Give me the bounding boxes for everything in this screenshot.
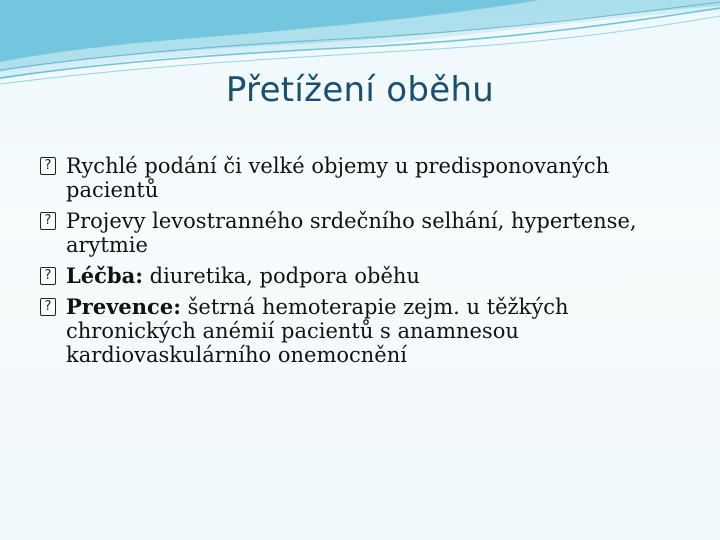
bullet-text: diuretika, podpora oběhu <box>142 264 420 288</box>
bullet-item <box>40 295 680 367</box>
slide-title: Přetížení oběhu <box>225 70 495 110</box>
bullet-lead: Prevence: <box>66 294 181 319</box>
bullet-marker-icon: ? <box>40 212 56 230</box>
bullet-text: Projevy levostranného srdečního selhání, hypertense, arytmie <box>66 209 637 257</box>
bullet-item <box>40 264 680 288</box>
bullet-text: Rychlé podání či velké objemy u predisponovaných pacientů <box>66 154 610 202</box>
bullet-marker-icon: ? <box>40 267 56 285</box>
bullet-marker-icon: ? <box>40 157 56 175</box>
bullet-lead: Léčba: <box>66 263 143 288</box>
bullet-marker-icon: ? <box>40 298 56 316</box>
bullet-list <box>40 154 680 374</box>
bullet-text: šetrná hemoterapie zejm. u těžkých chronických anémií pacientů s anamnesou kardiovaskulárního onemocnění <box>66 295 569 367</box>
bullet-item <box>40 209 680 257</box>
bullet-item <box>40 154 680 202</box>
